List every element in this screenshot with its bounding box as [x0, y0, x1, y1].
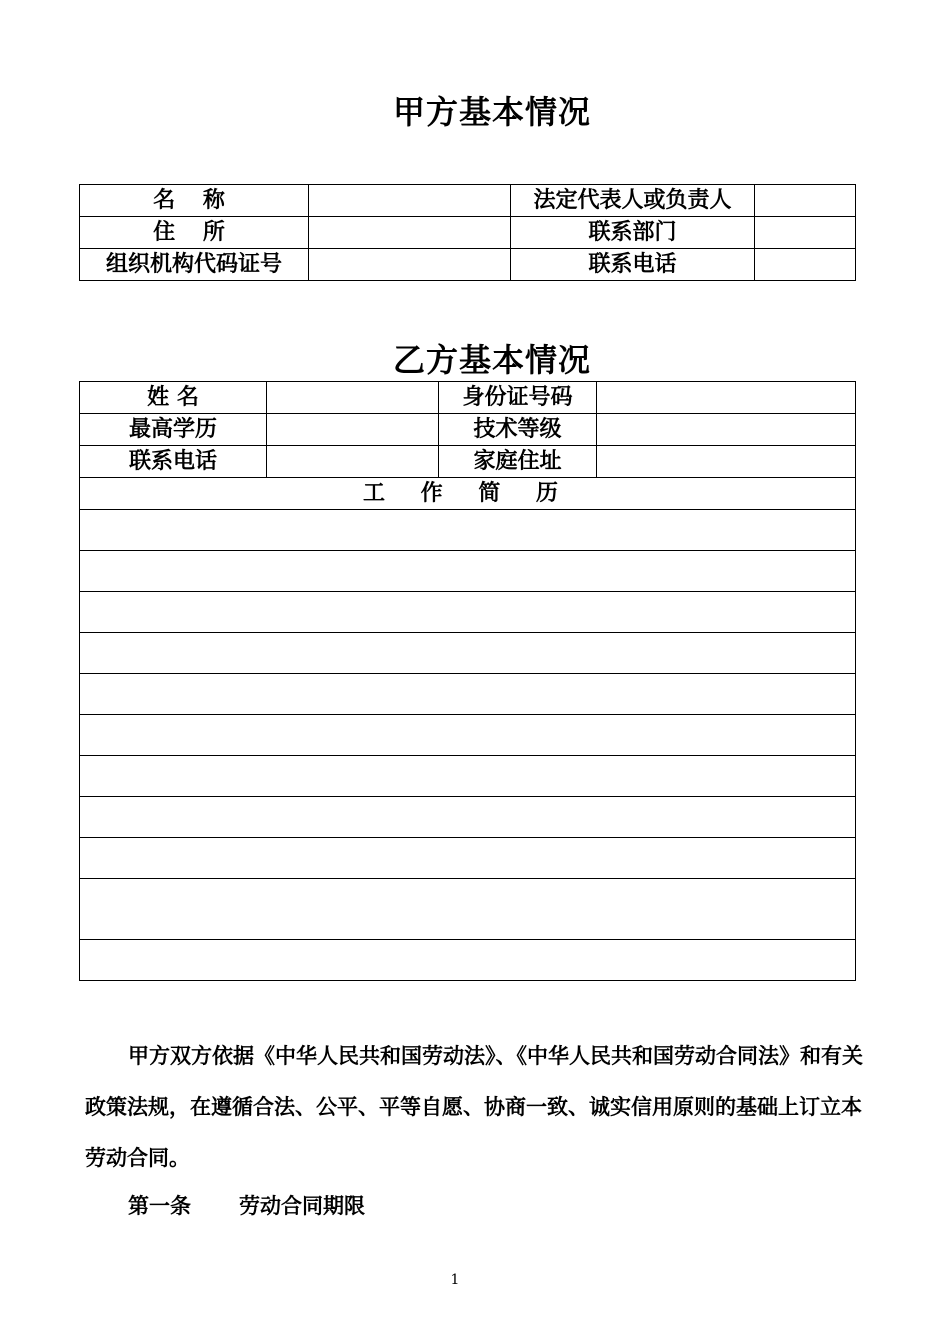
contract-intro-paragraph: 甲方双方依据《中华人民共和国劳动法》、《中华人民共和国劳动合同法》和有关政策法规，在遵循合法、公平、平等自愿、协商一致、诚实信用原则的基础上订立本劳动合同。: [85, 1044, 863, 1170]
education-value-cell[interactable]: [267, 414, 439, 446]
work-history-cell[interactable]: [80, 797, 856, 838]
phone-value-cell[interactable]: [755, 249, 856, 281]
id-number-value-cell[interactable]: [597, 382, 856, 414]
phone-label: 联系电话: [511, 249, 755, 281]
table-row: [80, 217, 856, 249]
work-history-cell[interactable]: [80, 510, 856, 551]
work-history-cell[interactable]: [80, 879, 856, 940]
party-a-info-table: [79, 184, 856, 281]
work-history-row: [80, 940, 856, 981]
work-history-row: [80, 551, 856, 592]
contact-dept-label: 联系部门: [511, 217, 755, 249]
work-history-row: [80, 674, 856, 715]
name-value-cell[interactable]: [309, 185, 511, 217]
skill-level-value-cell[interactable]: [597, 414, 856, 446]
work-history-row: [80, 592, 856, 633]
article-title: 劳动合同期限: [239, 1194, 365, 1218]
work-history-row: [80, 756, 856, 797]
home-address-label: 家庭住址: [439, 446, 597, 478]
work-history-row: [80, 633, 856, 674]
person-name-label: 姓 名: [80, 382, 267, 414]
work-history-cell[interactable]: [80, 838, 856, 879]
person-phone-value-cell[interactable]: [267, 446, 439, 478]
person-name-value-cell[interactable]: [267, 382, 439, 414]
work-history-row: [80, 838, 856, 879]
work-history-cell[interactable]: [80, 674, 856, 715]
education-label: 最高学历: [80, 414, 267, 446]
legal-rep-value-cell[interactable]: [755, 185, 856, 217]
article-1-heading: [128, 1181, 365, 1232]
work-history-row: [80, 879, 856, 940]
legal-rep-label: 法定代表人或负责人: [511, 185, 755, 217]
work-history-cell[interactable]: [80, 756, 856, 797]
id-number-label: 身份证号码: [439, 382, 597, 414]
party-a-title: 甲方基本情况: [392, 93, 591, 131]
work-history-header: 工 作 简 历: [80, 478, 856, 510]
contact-dept-value-cell[interactable]: [755, 217, 856, 249]
org-code-label: 组织机构代码证号: [80, 249, 309, 281]
table-row: [80, 185, 856, 217]
table-row: [80, 446, 856, 478]
table-row: [80, 414, 856, 446]
work-history-cell[interactable]: [80, 592, 856, 633]
address-value-cell[interactable]: [309, 217, 511, 249]
table-row: [80, 249, 856, 281]
table-row: [80, 382, 856, 414]
table-row: [80, 478, 856, 510]
work-history-row: [80, 510, 856, 551]
home-address-value-cell[interactable]: [597, 446, 856, 478]
name-label: 名 称: [80, 185, 309, 217]
work-history-cell[interactable]: [80, 715, 856, 756]
work-history-cell[interactable]: [80, 940, 856, 981]
person-phone-label: 联系电话: [80, 446, 267, 478]
work-history-row: [80, 797, 856, 838]
work-history-cell[interactable]: [80, 633, 856, 674]
work-history-row: [80, 715, 856, 756]
page-number: 1: [450, 1272, 460, 1288]
party-b-info-table: [79, 381, 856, 981]
party-b-title: 乙方基本情况: [392, 341, 591, 379]
address-label: 住 所: [80, 217, 309, 249]
work-history-cell[interactable]: [80, 551, 856, 592]
article-number: 第一条: [128, 1194, 191, 1218]
skill-level-label: 技术等级: [439, 414, 597, 446]
org-code-value-cell[interactable]: [309, 249, 511, 281]
